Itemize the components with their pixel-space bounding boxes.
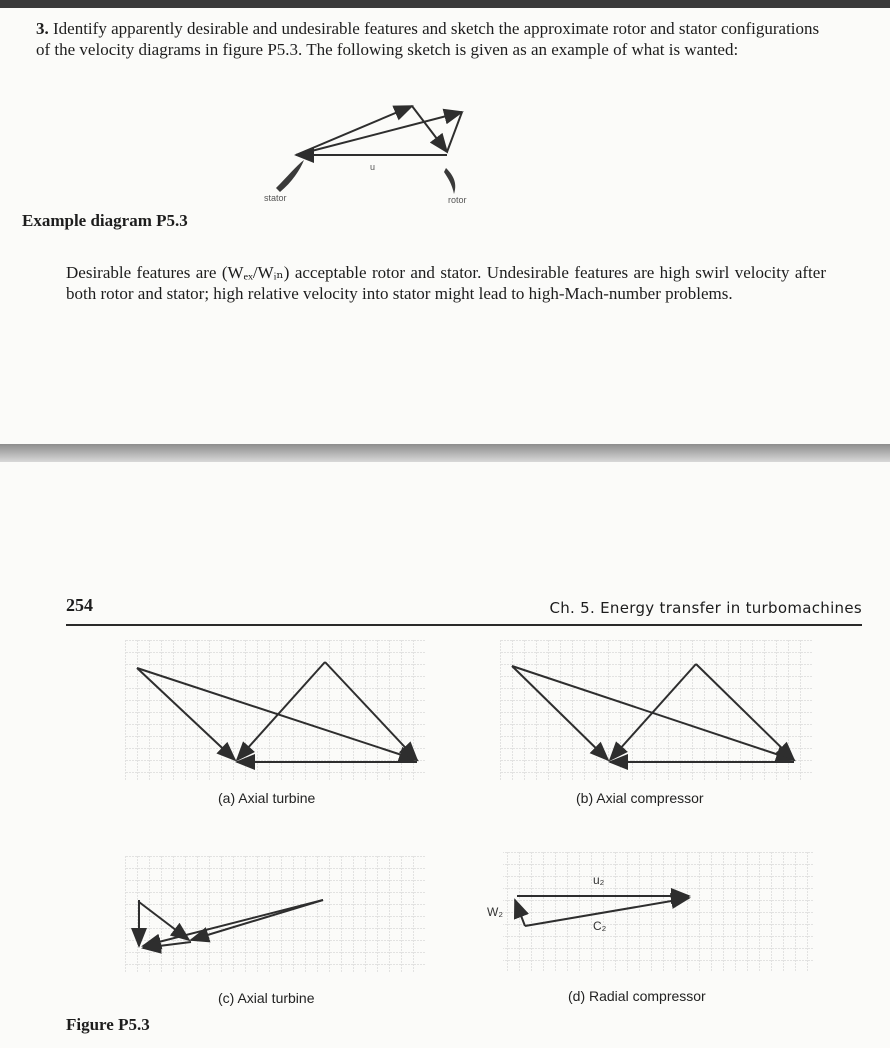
diagram-d-grid bbox=[503, 852, 813, 972]
example-absolute-velocity-in bbox=[296, 106, 412, 155]
u-label: u bbox=[370, 162, 376, 172]
label-c2: C₂ bbox=[593, 919, 607, 933]
example-relative-velocity-in bbox=[412, 106, 447, 152]
rotor-blade-shape bbox=[444, 168, 455, 194]
caption-c: (c) Axial turbine bbox=[218, 990, 315, 1006]
caption-b: (b) Axial compressor bbox=[576, 790, 704, 806]
stator-label: stator bbox=[264, 193, 287, 203]
diagram-a-axial-turbine bbox=[125, 640, 435, 785]
diagram-b-axial-compressor bbox=[500, 640, 820, 785]
figure-caption: Figure P5.3 bbox=[66, 1015, 150, 1034]
example-absolute-velocity-out bbox=[296, 112, 462, 155]
problem-number: 3. bbox=[36, 19, 49, 38]
label-w2: W₂ bbox=[487, 905, 503, 919]
stator-blade-shape bbox=[276, 160, 304, 192]
diagram-d-radial-compressor bbox=[487, 852, 815, 976]
label-u2: u₂ bbox=[593, 873, 605, 887]
page-separator bbox=[0, 444, 890, 462]
problem-text: Identify apparently desirable and undesirable features and sketch the approximate rotor and stator configurations of the velocity diagrams in figure P5.3. The following sketch is given as an example of what is wanted: bbox=[36, 19, 820, 59]
desirable-features-text: Desirable features are (Wₑₓ/Wᵢₙ) acceptable rotor and stator. Undesirable features are high swirl velocity after both rotor and stator; high relative velocity into stator might lead to high-Mach-number problems. bbox=[66, 263, 826, 303]
header-rule bbox=[66, 624, 862, 626]
example-caption: Example diagram P5.3 bbox=[22, 211, 188, 230]
caption-d: (d) Radial compressor bbox=[568, 988, 706, 1004]
example-relative-velocity-out bbox=[447, 112, 462, 152]
diagram-c-axial-turbine bbox=[125, 856, 435, 976]
page-number: 254 bbox=[66, 595, 93, 615]
chapter-title: Ch. 5. Energy transfer in turbomachines bbox=[549, 599, 862, 617]
caption-a: (a) Axial turbine bbox=[218, 790, 316, 806]
diagram-a-grid bbox=[125, 640, 425, 780]
example-velocity-sketch bbox=[0, 0, 890, 240]
rotor-label: rotor bbox=[448, 195, 467, 205]
